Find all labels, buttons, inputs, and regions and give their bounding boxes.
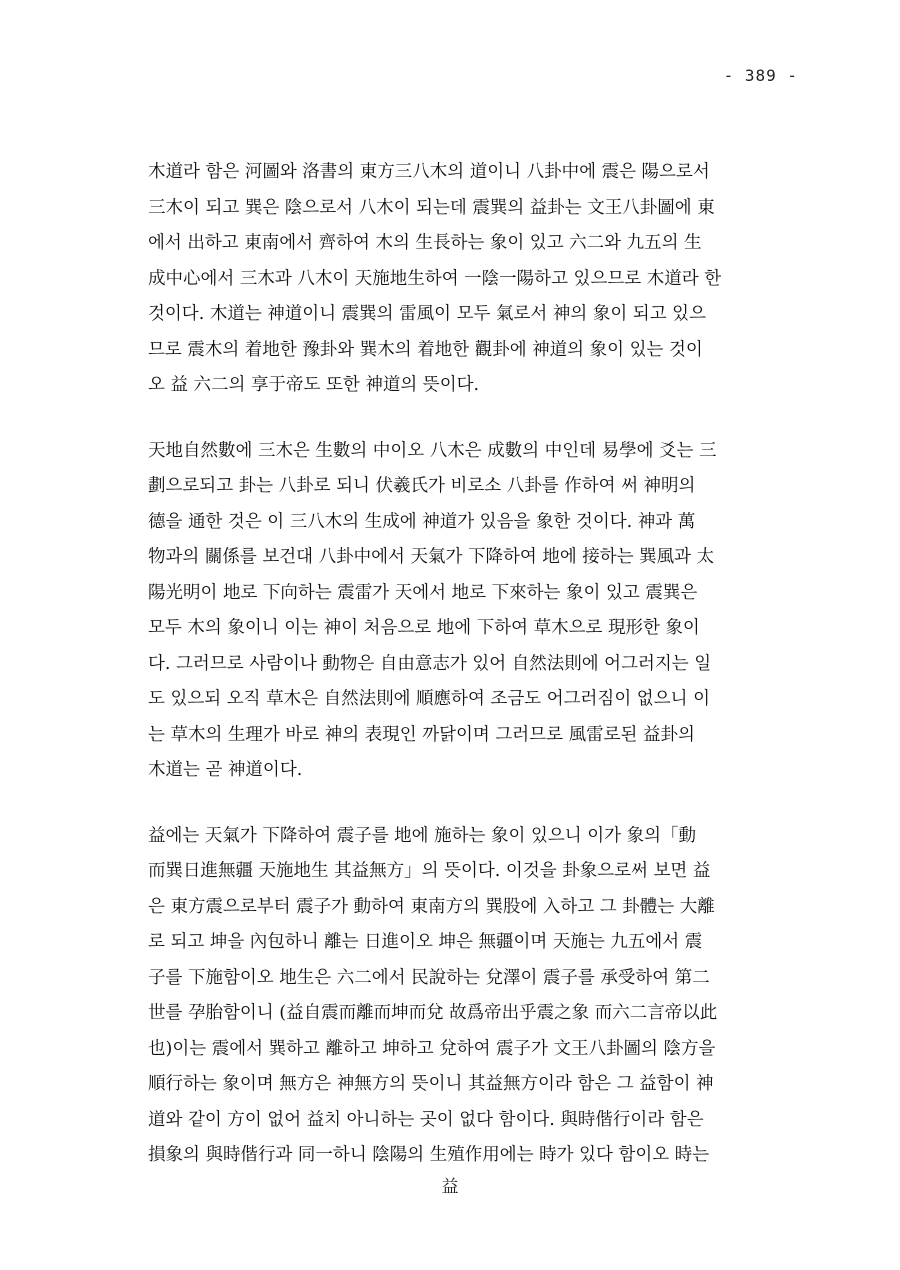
text-line: 는 草木의 生理가 바로 神의 表現인 까닭이며 그러므로 風雷로된 益卦의 [148, 724, 695, 745]
text-line: 益에는 天氣가 下降하여 震子를 地에 施하는 象이 있으니 이가 象의「動 [148, 825, 697, 846]
text-line: 損象의 與時偕行과 同一하니 陰陽의 生殖作用에는 時가 있다 함이오 時는 [148, 1145, 710, 1165]
text-line: 도 있으되 오직 草木은 自然法則에 順應하여 조금도 어그러짐이 없으니 이 [148, 689, 710, 709]
paragraph-mokdo [148, 155, 808, 404]
text-line: 陽光明이 地로 下向하는 震雷가 天에서 地로 下來하는 象이 있고 震巽은 [148, 582, 698, 603]
paragraph-cheonji [148, 434, 808, 789]
text-line: 世를 孕胎함이니 (益自震而離而坤而兌 故爲帝出乎震之象 而六二言帝以此 [148, 1003, 718, 1023]
text-line: 은 東方震으로부터 震子가 動하여 東南方의 巽股에 入하고 그 卦體는 大離 [148, 896, 715, 917]
text-line: 오 益 六二의 享于帝도 또한 神道의 뜻이다. [148, 375, 480, 395]
body-text [148, 155, 808, 1204]
text-line: 것이다. 木道는 神道이니 震巽의 雷風이 모두 氣로서 神의 象이 되고 있으 [148, 304, 706, 324]
footer-label: 益 [441, 1177, 459, 1197]
text-line: 成中心에서 三木과 八木이 天施地生하여 一陰一陽하고 있으므로 木道라 한 [148, 268, 722, 289]
text-line: 道와 같이 方이 없어 益치 아니하는 곳이 없다 함이다. 與時偕行이라 함은 [148, 1109, 704, 1130]
text-line: 而巽日進無疆 天施地生 其益無方」의 뜻이다. 이것을 卦象으로써 보면 益 [148, 861, 711, 881]
text-line: 子를 下施함이오 地生은 六二에서 民說하는 兌澤이 震子를 承受하여 第二 [148, 967, 710, 988]
text-line: 木道는 곧 神道이다. [148, 760, 303, 780]
page-number: - 389 - [723, 66, 798, 85]
text-line: 三木이 되고 巽은 陰으로서 八木이 되는데 震巽의 益卦는 文王八卦圖에 東 [148, 197, 715, 218]
text-line: 로 되고 坤을 內包하니 離는 日進이오 坤은 無疆이며 天施는 九五에서 震 [148, 932, 703, 952]
paragraph-ik [148, 819, 808, 1174]
text-line: 順行하는 象이며 無方은 神無方의 뜻이니 其益無方이라 함은 그 益함이 神 [148, 1074, 714, 1094]
text-line: 劃으로되고 卦는 八卦로 되니 伏羲氏가 비로소 八卦를 作하여 써 神明의 [148, 476, 696, 496]
text-line: 다. 그러므로 사람이나 動物은 自由意志가 있어 自然法則에 어그러지는 일 [148, 653, 712, 674]
text-line: 也)이는 震에서 巽하고 離하고 坤하고 兌하여 震子가 文王八卦圖의 陰方을 [148, 1038, 716, 1059]
text-line: 物과의 關係를 보건대 八卦中에서 天氣가 下降하여 地에 接하는 巽風과 太 [148, 547, 715, 567]
text-line: 에서 出하고 東南에서 齊하여 木의 生長하는 象이 있고 六二와 九五의 生 [148, 233, 702, 253]
text-line: 木道라 함은 河圖와 洛書의 東方三八木의 道이니 八卦中에 震은 陽으로서 [148, 162, 710, 182]
text-line: 모두 木의 象이니 이는 神이 처음으로 地에 下하여 草木으로 現形한 象이 [148, 618, 700, 638]
text-line: 德을 通한 것은 이 三八木의 生成에 神道가 있음을 象한 것이다. 神과 萬 [148, 511, 696, 532]
text-line: 天地自然數에 三木은 生數의 中이오 八木은 成數의 中인데 易學에 爻는 三 [148, 440, 717, 461]
text-line: 므로 震木의 着地한 豫卦와 巽木의 着地한 觀卦에 神道의 象이 있는 것이 [148, 339, 703, 360]
